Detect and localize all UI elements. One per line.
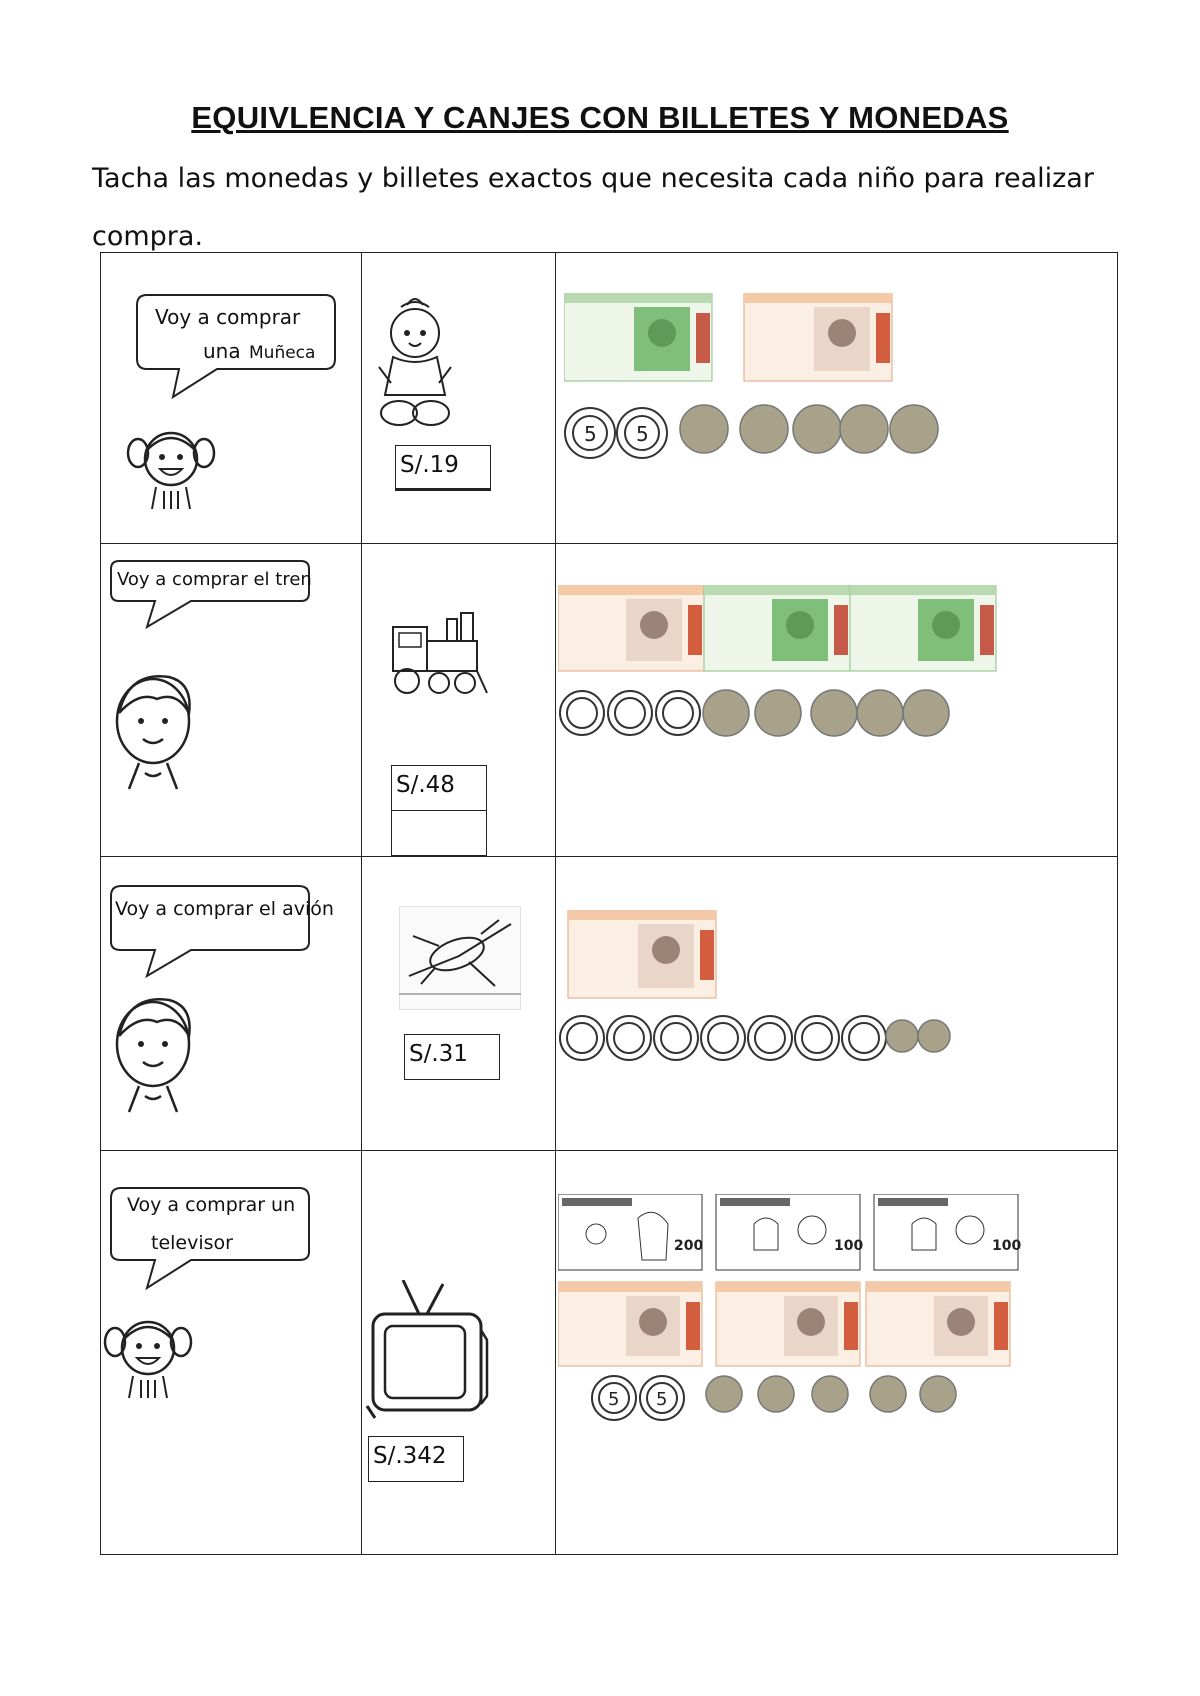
bill-icon xyxy=(744,293,892,381)
money-set xyxy=(558,910,978,1080)
bill-icon xyxy=(716,1194,863,1270)
row-plane xyxy=(101,856,1117,1150)
row-train xyxy=(101,543,1117,856)
row-television xyxy=(101,1150,1117,1556)
speech-bubble xyxy=(111,1188,311,1292)
speech-bubble xyxy=(111,561,311,631)
coin-icon xyxy=(565,408,667,458)
coin-icon xyxy=(592,1376,684,1420)
instruction-line-1: Tacha las monedas y billetes exactos que necesita cada niño para realizar xyxy=(92,163,1094,194)
bill-icon xyxy=(874,1194,1021,1270)
bill-icon xyxy=(850,585,996,671)
bill-icon xyxy=(558,585,704,671)
coin-icon xyxy=(706,1376,956,1412)
coin-icon xyxy=(560,691,700,735)
money-set xyxy=(558,1194,1028,1424)
television-icon xyxy=(363,1280,493,1420)
girl-icon xyxy=(126,411,216,511)
coin-icon xyxy=(886,1020,950,1052)
bill-icon xyxy=(564,293,712,381)
bill-icon xyxy=(704,585,850,671)
speech-text: Voy a comprar el avión xyxy=(115,898,334,920)
bill-icon xyxy=(866,1282,1010,1366)
worksheet-table xyxy=(100,252,1118,1555)
speech-text: Muñeca xyxy=(249,343,316,363)
instruction-line-2: compra. xyxy=(92,221,204,252)
bill-icon xyxy=(716,1282,860,1366)
coin-icon xyxy=(560,1016,886,1060)
coin-icon xyxy=(703,690,949,736)
plane-icon xyxy=(399,906,521,1010)
svg-text:5: 5 xyxy=(636,422,649,446)
boy-icon xyxy=(109,663,199,793)
speech-text: Voy a comprar xyxy=(155,305,301,329)
svg-text:5: 5 xyxy=(584,422,597,446)
price-box: S/.48 xyxy=(391,765,487,811)
svg-text:200: 200 xyxy=(674,1238,704,1254)
bill-icon xyxy=(568,910,716,998)
speech-text: una xyxy=(203,339,241,363)
train-icon xyxy=(389,611,489,701)
svg-text:5: 5 xyxy=(608,1389,620,1410)
boy-icon xyxy=(109,986,199,1116)
speech-text: Voy a comprar un xyxy=(127,1194,296,1216)
money-set xyxy=(564,293,984,473)
answer-box xyxy=(391,811,487,856)
bill-icon xyxy=(558,1194,703,1270)
doll-icon xyxy=(371,295,459,430)
money-set xyxy=(558,585,1028,755)
speech-bubble xyxy=(137,295,337,399)
speech-bubble xyxy=(111,886,334,978)
svg-text:100: 100 xyxy=(992,1238,1022,1254)
price-box: S/.19 xyxy=(395,445,491,491)
coin-icon xyxy=(680,405,938,453)
svg-text:100: 100 xyxy=(834,1238,864,1254)
instruction xyxy=(92,150,1102,266)
bill-icon xyxy=(558,1282,702,1366)
speech-text: televisor xyxy=(151,1232,233,1254)
svg-text:5: 5 xyxy=(656,1389,668,1410)
price-box: S/.342 xyxy=(368,1436,464,1482)
speech-text: Voy a comprar el tren xyxy=(117,569,312,590)
row-doll xyxy=(101,253,1117,543)
girl-icon xyxy=(103,1300,193,1400)
page-title: EQUIVLENCIA Y CANJES CON BILLETES Y MONEDAS xyxy=(191,100,1009,135)
price-box: S/.31 xyxy=(404,1034,500,1080)
